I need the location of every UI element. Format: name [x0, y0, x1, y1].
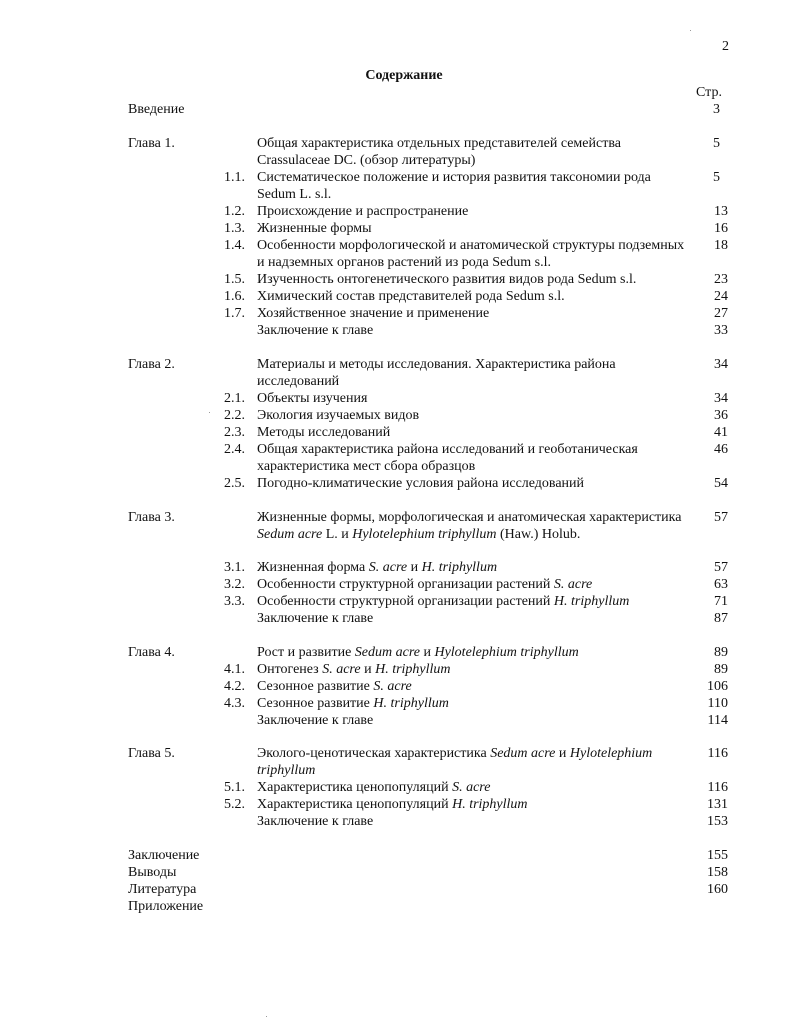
toc-section-number: 3.1. [224, 560, 245, 575]
toc-chapter-label: Введение [128, 102, 185, 117]
toc-entry-title [257, 356, 689, 390]
toc-entry-title [257, 322, 689, 339]
scan-speck [690, 30, 691, 31]
toc-entry-title [257, 475, 689, 492]
toc-page-number: 54 [714, 476, 728, 491]
title-text: Методы исследований [257, 425, 391, 440]
title-text: Заключение к главе [257, 323, 374, 338]
scan-speck [266, 1016, 267, 1017]
toc-page-number: 131 [707, 797, 728, 812]
toc-section-number: 1.5. [224, 272, 245, 287]
toc-page-number: 16 [714, 221, 728, 236]
title-text: Заключение к главе [257, 814, 374, 829]
toc-section-number: 4.1. [224, 662, 245, 677]
toc-entry-title [257, 407, 689, 424]
toc-section-number: 2.4. [224, 442, 245, 457]
toc-section-number: 1.2. [224, 204, 245, 219]
toc-section-number: 3.2. [224, 577, 245, 592]
toc-page-number: 116 [707, 746, 728, 761]
toc-entry-title [257, 712, 689, 729]
taxon-name: H. triphyllum [553, 594, 630, 609]
toc-section-number: 3.3. [224, 594, 245, 609]
toc-entry-title [257, 745, 689, 779]
title-text: L. и [322, 527, 353, 542]
title-text: Характеристика ценопопуляций [257, 797, 453, 812]
page-title: Содержание [365, 68, 443, 83]
taxon-name: Hylotelephium triphyllum [434, 645, 579, 660]
toc-entry-title [257, 441, 689, 475]
toc-section-number: 5.2. [224, 797, 245, 812]
toc-section-number: 2.5. [224, 476, 245, 491]
toc-entry-title [257, 779, 689, 796]
toc-entry-title [257, 661, 689, 678]
title-text: и [555, 746, 570, 761]
toc-entry-title [257, 237, 689, 271]
title-text: Материалы и методы исследования. Характеристика района исследований [257, 357, 616, 389]
taxon-name: Hylotelephium triphyllum [352, 527, 497, 542]
toc-entry-title [257, 610, 689, 627]
toc-page-number: 36 [714, 408, 728, 423]
toc-page-number: 153 [707, 814, 728, 829]
title-text: Происхождение и распространение [257, 204, 469, 219]
title-text: и [360, 662, 376, 677]
toc-page-number: 155 [707, 848, 728, 863]
taxon-name: Sedum acre [490, 746, 556, 761]
toc-section-number: 1.6. [224, 289, 245, 304]
toc-entry-title [257, 220, 689, 237]
title-text: Жизненные формы, морфологическая и анатомическая характеристика [257, 510, 682, 525]
toc-entry-title [257, 271, 689, 288]
toc-entry-title [257, 796, 689, 813]
taxon-name: H. triphyllum [375, 662, 451, 677]
title-text: Общая характеристика района исследований и геоботаническая характеристика мест сбора образцов [257, 442, 638, 474]
toc-page-number: 89 [714, 662, 728, 677]
toc-page-number: 5 [713, 170, 720, 185]
title-text: Эколого-ценотическая характеристика [257, 746, 491, 761]
toc-chapter-label: Заключение [128, 848, 200, 863]
toc-entry-title [257, 644, 689, 661]
toc-chapter-label: Выводы [128, 865, 177, 880]
toc-page-number: 34 [714, 357, 728, 372]
toc-entry-title [257, 203, 689, 220]
taxon-name: H. triphyllum [452, 797, 528, 812]
toc-entry-title [257, 135, 689, 169]
title-text: Жизненная форма [257, 560, 369, 575]
taxon-name: H. triphyllum [421, 560, 498, 575]
toc-section-number: 1.3. [224, 221, 245, 236]
toc-page-number: 24 [714, 289, 728, 304]
toc-chapter-label: Глава 3. [128, 510, 175, 525]
taxon-name: S. acre [368, 560, 408, 575]
title-text: Сезонное развитие [257, 679, 374, 694]
toc-page-number: 87 [714, 611, 728, 626]
toc-section-number: 4.2. [224, 679, 245, 694]
title-text: Погодно-климатические условия района исследований [257, 476, 585, 491]
toc-page-number: 114 [707, 713, 728, 728]
page-number: 2 [722, 39, 729, 54]
scan-speck [209, 412, 210, 413]
toc-page-number: 27 [714, 306, 728, 321]
toc-page-number: 5 [713, 136, 720, 151]
toc-chapter-label: Глава 5. [128, 746, 175, 761]
toc-entry-title [257, 288, 689, 305]
toc-section-number: 1.1. [224, 170, 245, 185]
toc-entry-title [257, 424, 689, 441]
taxon-name: Hylotelephium triphyllum [257, 746, 653, 778]
toc-page-number: 23 [714, 272, 728, 287]
taxon-name: Sedum acre [257, 527, 323, 542]
toc-entry-title [257, 576, 689, 593]
toc-section-number: 1.4. [224, 238, 245, 253]
toc-page-number: 89 [714, 645, 728, 660]
title-text: Экология изучаемых видов [257, 408, 420, 423]
toc-entry-title [257, 305, 689, 322]
title-text: и [407, 560, 422, 575]
toc-section-number: 2.2. [224, 408, 245, 423]
toc-section-number: 5.1. [224, 780, 245, 795]
toc-entry-title [257, 559, 689, 576]
taxon-name: S. acre [322, 662, 361, 677]
title-text: Рост и развитие [257, 645, 355, 660]
toc-chapter-label: Глава 2. [128, 357, 175, 372]
title-text: Характеристика ценопопуляций [257, 780, 453, 795]
toc-entry-title [257, 695, 689, 712]
taxon-name: Sedum acre [354, 645, 420, 660]
toc-page-number: 13 [714, 204, 728, 219]
taxon-name: S. acre [553, 577, 593, 592]
toc-section-number: 2.1. [224, 391, 245, 406]
title-text: Жизненные формы [257, 221, 372, 236]
toc-entry-title [257, 813, 689, 830]
toc-chapter-label: Глава 4. [128, 645, 175, 660]
toc-page-number: 106 [707, 679, 728, 694]
title-text: и [419, 645, 435, 660]
toc-entry-title [257, 678, 689, 695]
toc-page-number: 116 [707, 780, 728, 795]
toc-page-number: 110 [707, 696, 728, 711]
toc-page-number: 46 [714, 442, 728, 457]
toc-chapter-label: Приложение [128, 899, 204, 914]
title-text: Общая характеристика отдельных представителей семейства Crassulaceae DC. (обзор литературы) [257, 136, 621, 168]
title-text: Особенности морфологической и анатомической структуры подземных и надземных органов растений из рода Sedum s.l. [257, 238, 685, 270]
title-text: Сезонное развитие [257, 696, 374, 711]
taxon-name: H. triphyllum [373, 696, 449, 711]
toc-page-number: 18 [714, 238, 728, 253]
toc-page-number: 33 [714, 323, 728, 338]
title-text: Химический состав представителей рода Sedum s.l. [257, 289, 565, 304]
toc-entry-title [257, 593, 689, 610]
toc-chapter-label: Глава 1. [128, 136, 175, 151]
toc-page-number: 34 [714, 391, 728, 406]
toc-section-number: 2.3. [224, 425, 245, 440]
toc-entry-title [257, 169, 689, 203]
toc-page-number: 71 [714, 594, 728, 609]
toc-entry-title [257, 390, 689, 407]
toc-page-number: 3 [713, 102, 720, 117]
title-text: Объекты изучения [257, 391, 368, 406]
toc-page-number: 57 [714, 560, 728, 575]
toc-section-number: 1.7. [224, 306, 245, 321]
title-text: Заключение к главе [257, 611, 374, 626]
taxon-name: S. acre [452, 780, 491, 795]
title-text: Заключение к главе [257, 713, 374, 728]
taxon-name: S. acre [373, 679, 412, 694]
title-text: Онтогенез [257, 662, 323, 677]
toc-section-number: 4.3. [224, 696, 245, 711]
toc-chapter-label: Литература [128, 882, 197, 897]
toc-page-number: 57 [714, 510, 728, 525]
page-column-header: Стр. [696, 85, 722, 100]
title-text: Особенности структурной организации растений [257, 577, 554, 592]
title-text: Хозяйственное значение и применение [257, 306, 490, 321]
toc-entry-title [257, 509, 689, 543]
toc-page-number: 41 [714, 425, 728, 440]
title-text: (Haw.) Holub. [496, 527, 581, 542]
title-text: Особенности структурной организации растений [257, 594, 554, 609]
toc-page-number: 158 [707, 865, 728, 880]
toc-page-number: 160 [707, 882, 728, 897]
toc-page-number: 63 [714, 577, 728, 592]
title-text: Изученность онтогенетического развития видов рода Sedum s.l. [257, 272, 637, 287]
title-text: Систематическое положение и история развития таксономии рода Sedum L. s.l. [257, 170, 651, 202]
